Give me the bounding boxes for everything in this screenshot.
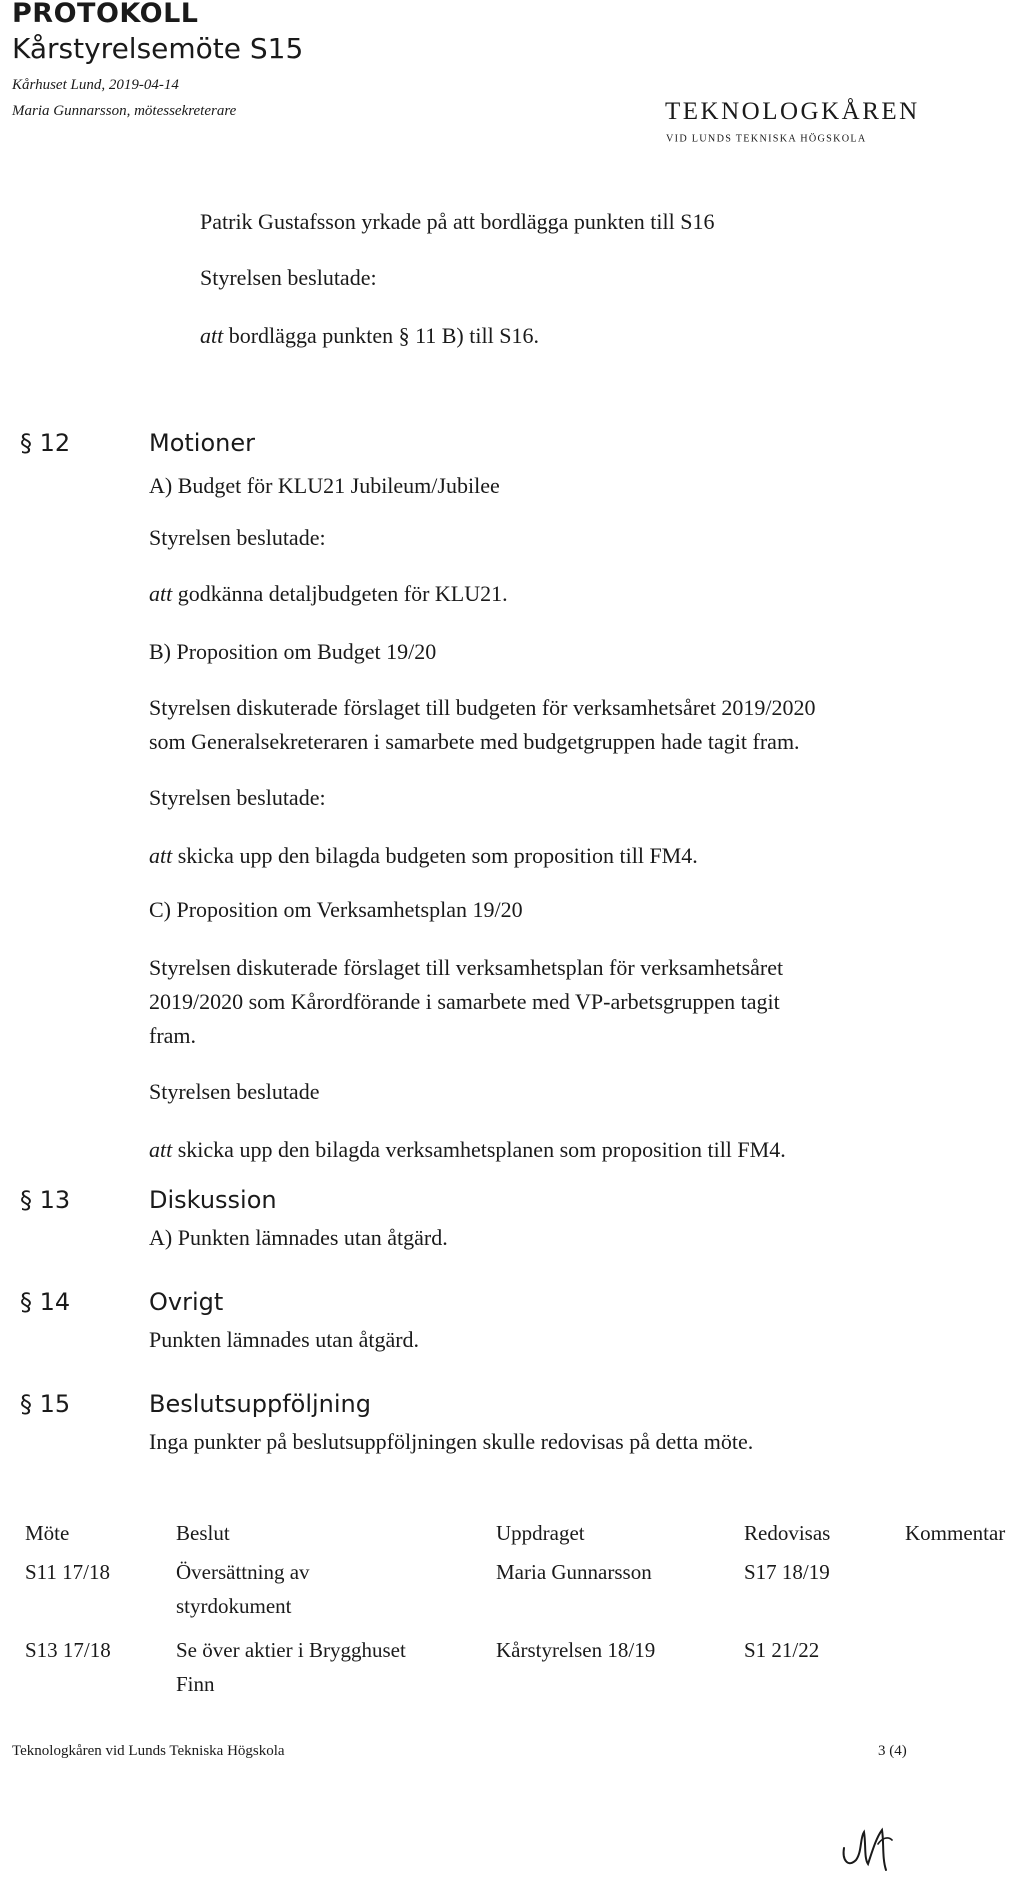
table-cell: S13 17/18: [25, 1638, 111, 1662]
subitem-title: A) Budget för KLU21 Jubileum/Jubilee: [149, 473, 500, 498]
body-text: A) Punkten lämnades utan åtgärd.: [149, 1225, 448, 1250]
footer-org: Teknologkåren vid Lunds Tekniska Högskola: [12, 1743, 285, 1759]
paragraph-heading: Motioner: [149, 429, 255, 457]
decision-text: att skicka upp den bilagda verksamhetsplanen som proposition till FM4.: [149, 1137, 786, 1162]
decided-label: Styrelsen beslutade:: [200, 265, 377, 290]
decided-label: Styrelsen beslutade:: [149, 785, 326, 810]
page-number: 3 (4): [878, 1743, 907, 1759]
document-type: PROTOKOLL: [12, 0, 199, 29]
table-cell: Finn: [176, 1672, 215, 1696]
table-cell: styrdokument: [176, 1594, 292, 1618]
paragraph-number: § 14: [20, 1288, 71, 1316]
org-name: TEKNOLOGKÅREN: [665, 98, 920, 125]
paragraph-heading: Ovrigt: [149, 1288, 224, 1316]
table-cell: Maria Gunnarsson: [496, 1560, 652, 1584]
table-cell: S17 18/19: [744, 1560, 830, 1584]
table-cell: S1 21/22: [744, 1638, 820, 1662]
place-date: Kårhuset Lund, 2019-04-14: [12, 77, 179, 93]
paragraph-heading: Beslutsuppföljning: [149, 1390, 371, 1418]
table-header: Uppdraget: [496, 1521, 585, 1545]
body-text: som Generalsekreteraren i samarbete med budgetgruppen hade tagit fram.: [149, 729, 800, 754]
table-cell: Se över aktier i Brygghuset: [176, 1638, 406, 1662]
body-text: Styrelsen diskuterade förslaget till verksamhetsplan för verksamhetsåret: [149, 955, 784, 980]
meeting-title: Kårstyrelsemöte S15: [12, 32, 304, 65]
decided-label: Styrelsen beslutade:: [149, 525, 326, 550]
body-text: 2019/2020 som Kårordförande i samarbete med VP-arbetsgruppen tagit: [149, 989, 780, 1014]
body-text: Punkten lämnades utan åtgärd.: [149, 1327, 420, 1352]
decision-text: att bordlägga punkten § 11 B) till S16.: [200, 323, 539, 348]
table-header: Kommentar: [905, 1521, 1006, 1545]
table-cell: S11 17/18: [25, 1560, 110, 1584]
org-subtitle: VID LUNDS TEKNISKA HÖGSKOLA: [666, 132, 867, 144]
subitem-title: B) Proposition om Budget 19/20: [149, 639, 437, 664]
subitem-title: C) Proposition om Verksamhetsplan 19/20: [149, 897, 523, 922]
motion-text: Patrik Gustafsson yrkade på att bordlägga punkten till S16: [200, 209, 715, 234]
table-header: Redovisas: [744, 1521, 831, 1545]
paragraph-number: § 13: [20, 1186, 71, 1214]
decision-text: att skicka upp den bilagda budgeten som proposition till FM4.: [149, 843, 698, 868]
body-text: Styrelsen diskuterade förslaget till budgeten för verksamhetsåret 2019/2020: [149, 695, 816, 720]
paragraph-heading: Diskussion: [149, 1186, 277, 1214]
signature-initials: [838, 1808, 898, 1878]
decided-label: Styrelsen beslutade: [149, 1079, 320, 1104]
secretary: Maria Gunnarsson, mötessekreterare: [12, 103, 237, 119]
body-text: fram.: [149, 1023, 197, 1048]
body-text: Inga punkter på beslutsuppföljningen skulle redovisas på detta möte.: [149, 1429, 754, 1454]
paragraph-number: § 12: [20, 429, 71, 457]
table-header: Möte: [25, 1521, 70, 1545]
table-cell: Kårstyrelsen 18/19: [496, 1638, 656, 1662]
decision-text: att godkänna detaljbudgeten för KLU21.: [149, 581, 508, 606]
table-header: Beslut: [176, 1521, 230, 1545]
paragraph-number: § 15: [20, 1390, 71, 1418]
table-cell: Översättning av: [176, 1560, 310, 1584]
